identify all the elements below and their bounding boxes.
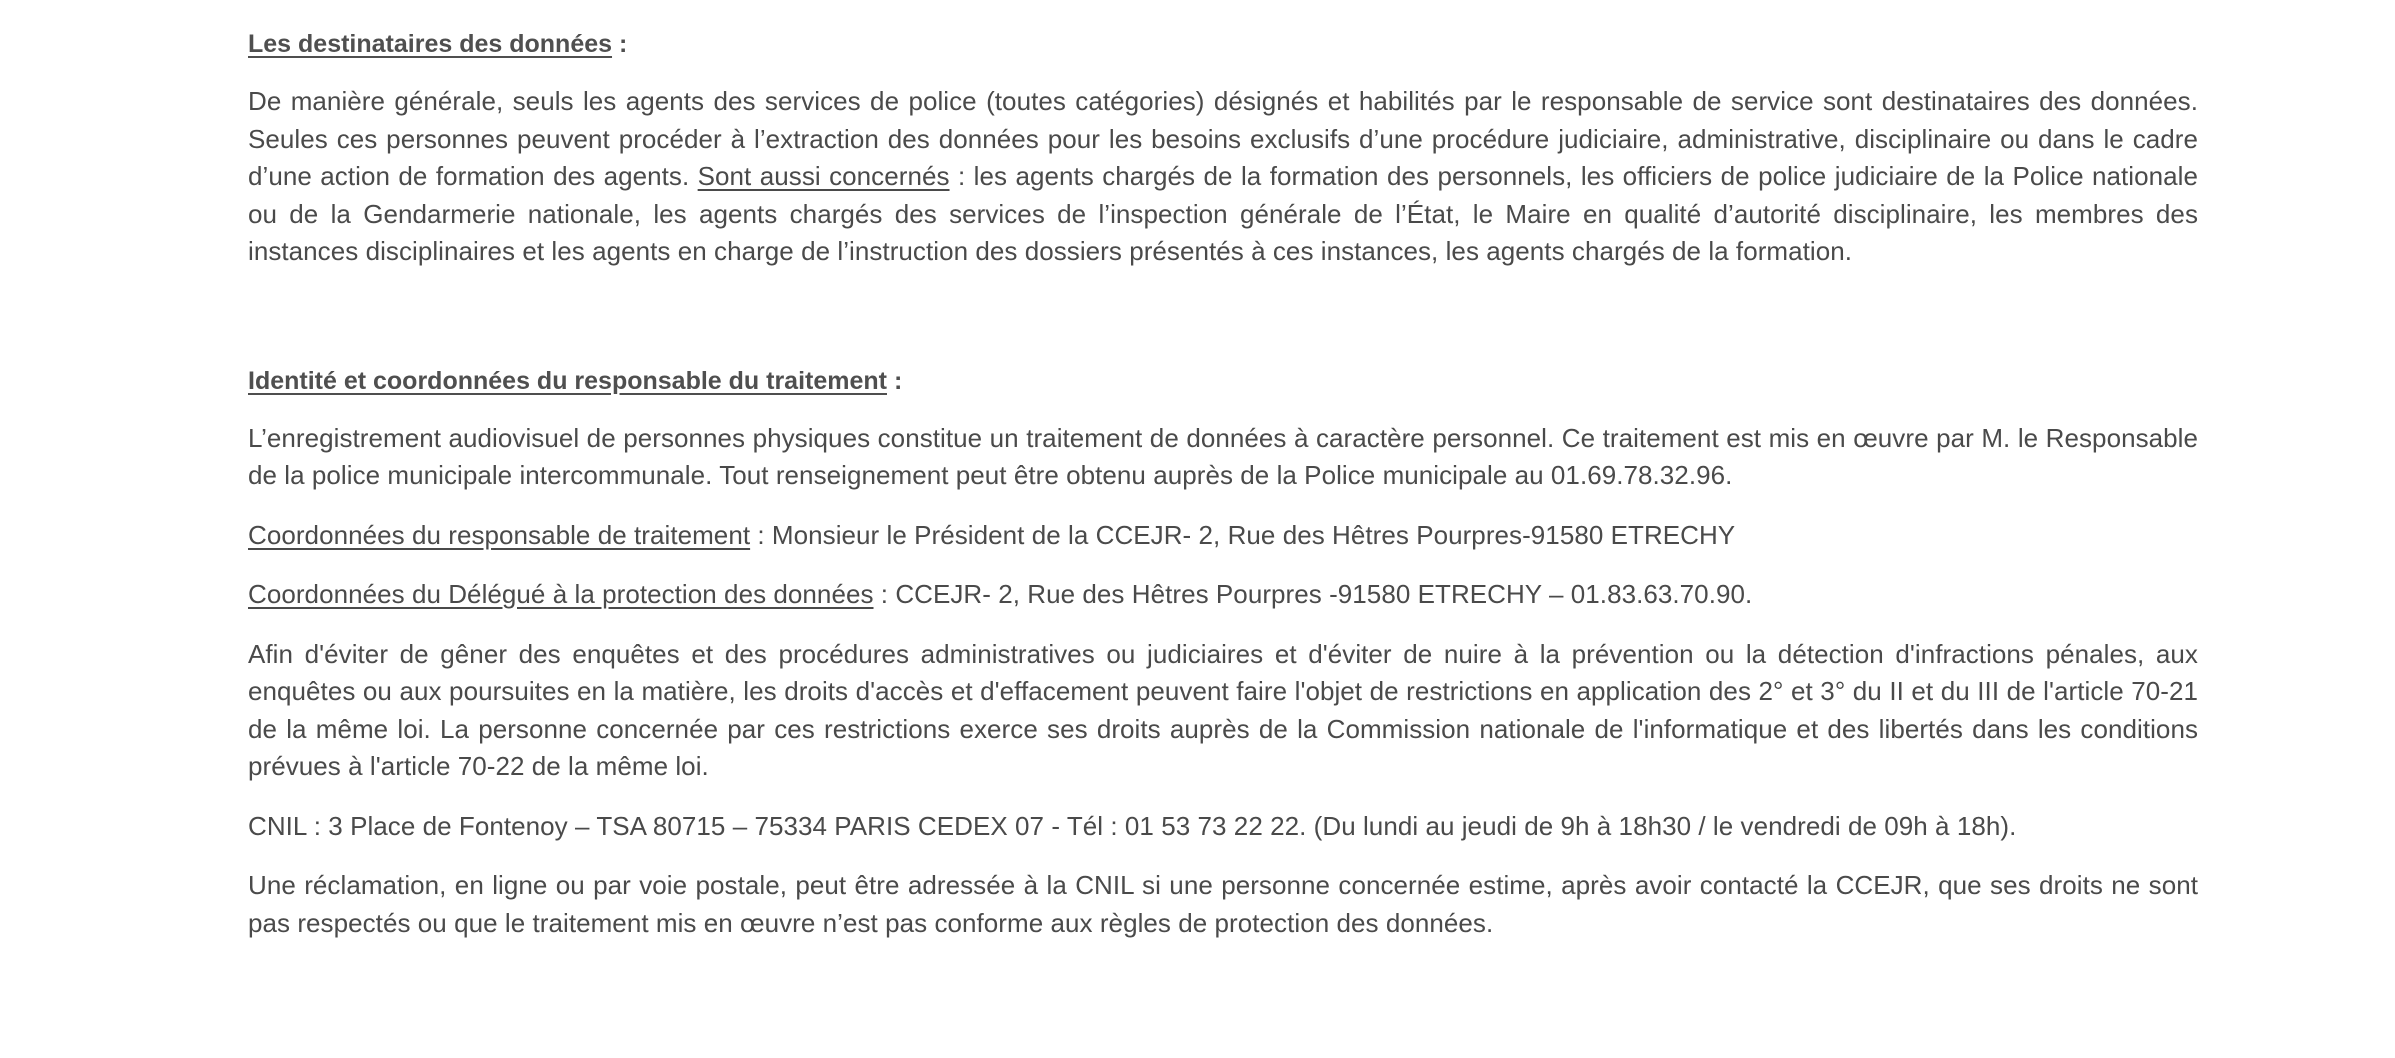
heading-suffix: : (612, 30, 628, 58)
label-controller: Coordonnées du responsable de traitement (248, 519, 751, 550)
paragraph-dpo-contact (248, 576, 2198, 614)
paragraph-recipients (248, 83, 2198, 271)
section-heading-controller (248, 363, 2198, 399)
paragraph-text: De manière générale, seuls les agents des services de police (toutes catégories) désignés et habilités par le responsable de service sont destinataires des données. Seules ces personnes peuvent procéder à l’extraction des données pour les besoins exclusifs d’une procédure judiciaire, administrative, disciplinaire ou dans le cadre d’une action de formation des agents. (248, 86, 2198, 191)
paragraph-text: : les agents chargés de la formation des personnels, les officiers de police judiciaire de la Police nationale ou de la Gendarmerie nationale, les agents chargés des services de l’inspection générale de l’État, le Maire en qualité d’autorité disciplinaire, les membres des instances disciplinaires et les agents en charge de l’instruction des dossiers présentés à ces instances, les agents chargés de la formation. (248, 161, 2198, 266)
heading-suffix: : (887, 366, 903, 395)
heading-text: Les destinataires des données (248, 30, 613, 58)
dpo-address: : CCEJR- 2, Rue des Hêtres Pourpres -91580 ETRECHY – 01.83.63.70.90. (873, 579, 1753, 609)
section-heading-recipients (248, 26, 2198, 62)
underlined-phrase: Sont aussi concernés (697, 161, 950, 191)
label-dpo: Coordonnées du Délégué à la protection des données (248, 579, 874, 609)
paragraph-restrictions: Afin d'éviter de gêner des enquêtes et des procédures administratives ou judiciaires et d'éviter de nuire à la prévention ou la détection d'infractions pénales, aux enquêtes ou aux poursuites en la matière, les droits d'accès et d'effacement peuvent faire l'objet de restrictions en application des 2° et 3° du II et du III de l'article 70-21 de la même loi. La personne concernée par ces restrictions exerce ses droits auprès de la Commission nationale de l'informatique et des libertés dans les conditions prévues à l'article 70-22 de la même loi. (248, 638, 2198, 781)
paragraph-recording: L’enregistrement audiovisuel de personnes physiques constitue un traitement de données à caractère personnel. Ce traitement est mis en œuvre par M. le Responsable de la police municipale intercommunale. Tout renseignement peut être obtenu auprès de la Police municipale au 01.69.78.32.96. (248, 422, 2198, 490)
paragraph-cnil-address: CNIL : 3 Place de Fontenoy – TSA 80715 – 75334 PARIS CEDEX 07 - Tél : 01 53 73 22 22. (Du lundi au jeudi de 9h à 18h30 / le vendredi de 09h à 18h). (248, 810, 2017, 841)
paragraph-controller-contact (248, 517, 2198, 555)
heading-text: Identité et coordonnées du responsable du traitement (248, 366, 887, 395)
section-gap (248, 293, 2198, 363)
controller-address: : Monsieur le Président de la CCEJR- 2, Rue des Hêtres Pourpres-91580 ETRECHY (750, 519, 1736, 550)
document-page (248, 26, 2198, 964)
paragraph-complaint: Une réclamation, en ligne ou par voie postale, peut être adressée à la CNIL si une personne concernée estime, après avoir contacté la CCEJR, que ses droits ne sont pas respectés ou que le traitement mis en œuvre n’est pas conforme aux règles de protection des données. (248, 870, 2198, 938)
